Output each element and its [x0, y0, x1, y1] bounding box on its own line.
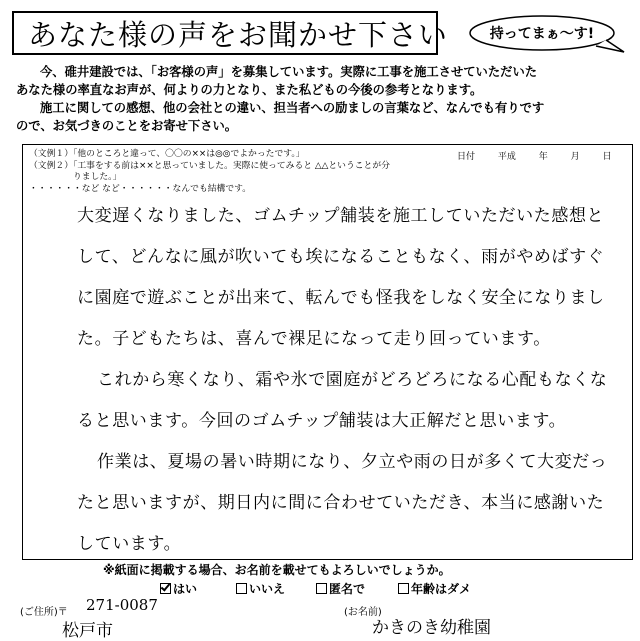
title-box: [12, 11, 449, 55]
year-label: 年: [538, 152, 548, 162]
comment-sheet: [22, 144, 633, 560]
intro-line: 施工に関しての感想、他の会社との違い、担当者への励ましの言葉など、なんでも有りです: [40, 101, 545, 115]
example-line: ・・・・・・など など・・・・・・なんでも結構です。: [29, 183, 252, 194]
comment-line: に園庭で遊ぶことが出来て、転んでも怪我をしなく安全になりまし: [77, 288, 605, 308]
checkbox-icon[interactable]: [236, 583, 247, 594]
postal-code: 271-0087: [86, 596, 158, 614]
intro-text: [16, 63, 636, 135]
address-label: (ご住所)〒: [20, 607, 68, 618]
example-line: りました。」: [29, 172, 122, 182]
option-label: はい: [173, 582, 198, 596]
option-label: 匿名で: [329, 582, 366, 596]
comment-line: これから寒くなり、霜や氷で園庭がどろどろになる心配もなくな: [97, 370, 608, 390]
checkbox-icon[interactable]: [316, 583, 327, 594]
name-label: (お名前): [344, 607, 382, 618]
comment-line: 作業は、夏場の暑い時期になり、夕立や雨の日が多くて大変だっ: [97, 452, 608, 472]
checkbox-checked-icon[interactable]: [160, 583, 171, 594]
address-city: 松戸市: [62, 621, 113, 641]
date-label: 日付: [457, 152, 476, 162]
example-texts: [29, 149, 390, 195]
customer-name: かきのき幼稚園: [372, 618, 491, 638]
comment-line: しています。: [77, 534, 182, 554]
option-no-age[interactable]: [398, 580, 471, 597]
option-yes[interactable]: [160, 580, 197, 597]
comment-line: して、どんなに風が吹いても埃になることもなく、雨がやめばすぐ: [77, 247, 605, 267]
comment-line: 大変遅くなりました、ゴムチップ舗装を施工していただいた感想と: [77, 206, 605, 226]
month-label: 月: [570, 152, 580, 162]
era-label: 平成: [497, 152, 516, 162]
consent-question: ※紙面に掲載する場合、お名前を載せてもよろしいでしょうか。: [103, 563, 451, 577]
example-line: （文例１）「他のところと違って、〇〇の××は◎◎でよかったです。」: [29, 149, 305, 159]
intro-line: 今、碓井建設では、「お客様の声」を募集しています。実際に工事を施工させていただいた: [40, 65, 538, 79]
option-label: 年齢はダメ: [411, 582, 472, 596]
intro-line: あなた様の率直なお声が、何よりの力となり、また私どもの今後の参考となります。: [16, 83, 483, 97]
day-label: 日: [602, 152, 612, 162]
comment-line: ると思います。今回のゴムチップ舗装は大正解だと思います。: [77, 411, 567, 431]
comment-line: たと思いますが、期日内に間に合わせていただき、本当に感謝いた: [77, 493, 605, 513]
speech-bubble: [468, 14, 628, 56]
option-label: いいえ: [249, 582, 286, 596]
checkbox-icon[interactable]: [398, 583, 409, 594]
intro-line: ので、お気づきのことをお寄せ下さい。: [16, 119, 238, 133]
option-anonymous[interactable]: [316, 580, 365, 597]
date-field: [457, 149, 632, 162]
page-title: あなた様の声をお聞かせ下さい: [28, 17, 449, 52]
example-line: （文例２）「工事をする前は××と思っていました。実際に使ってみると △△ということが分: [29, 160, 390, 171]
option-no[interactable]: [236, 580, 285, 597]
comment-line: た。子どもたちは、喜んで裸足になって走り回っています。: [77, 329, 551, 349]
bubble-text: 持ってまぁ～す!: [489, 26, 595, 42]
